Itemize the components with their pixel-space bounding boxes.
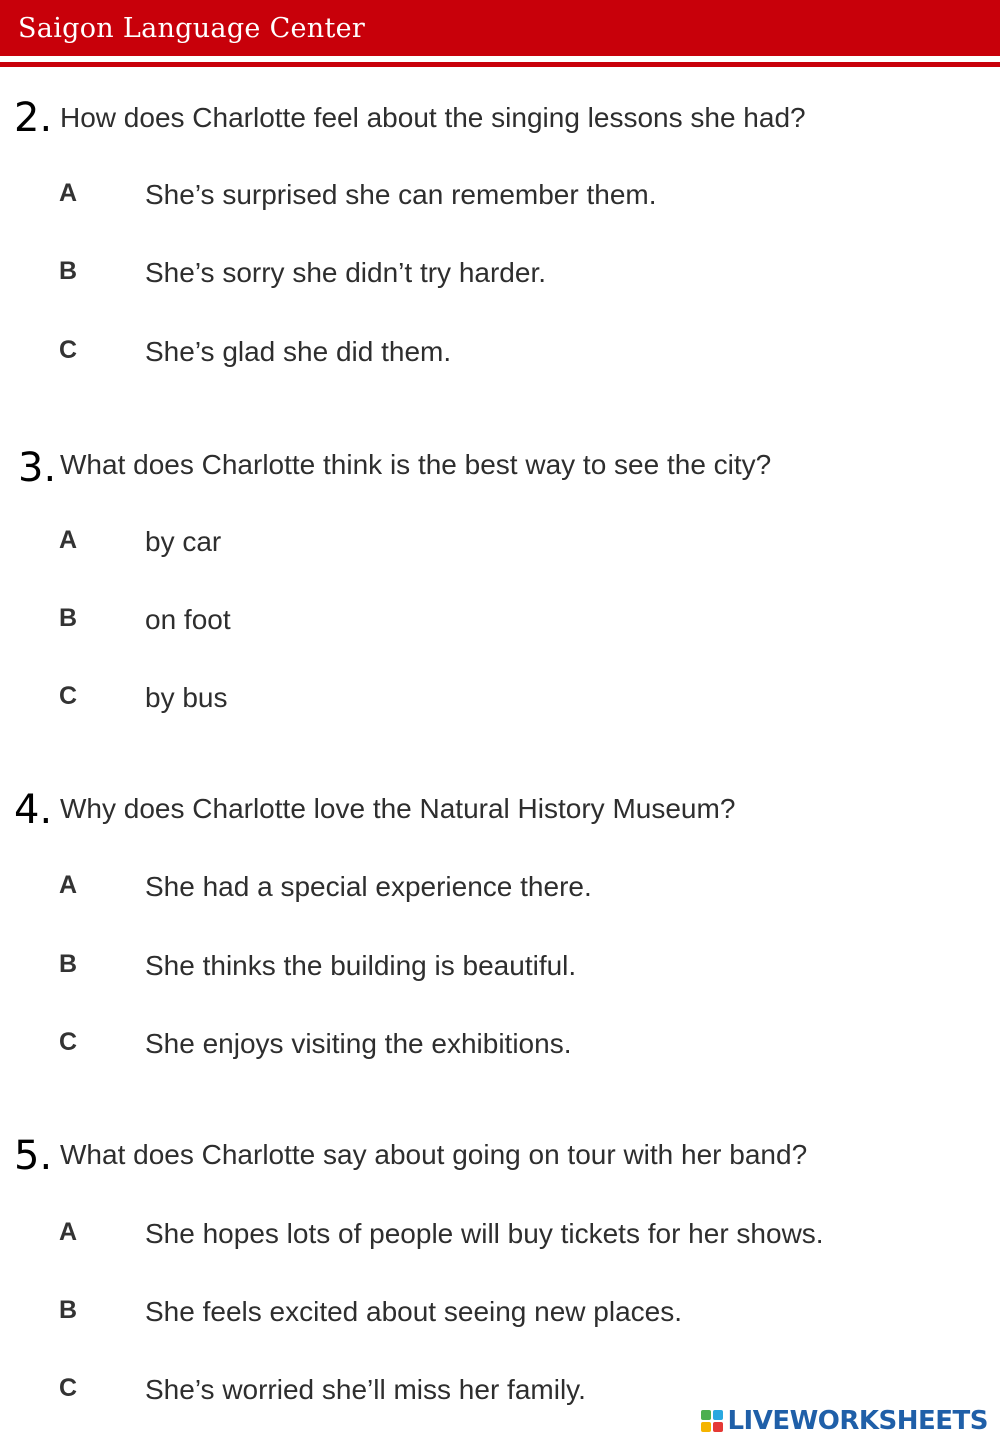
question-text: What does Charlotte think is the best way to see the city? bbox=[60, 449, 772, 480]
question-number: 4. bbox=[14, 787, 53, 833]
question-text: Why does Charlotte love the Natural History Museum? bbox=[60, 793, 736, 824]
option-text: She’s sorry she didn’t try harder. bbox=[145, 257, 547, 288]
header-title: Saigon Language Center bbox=[18, 13, 366, 44]
option-4a[interactable] bbox=[0, 873, 1000, 913]
option-letter: C bbox=[59, 682, 78, 710]
option-4c[interactable] bbox=[0, 1030, 1000, 1070]
option-2a[interactable] bbox=[0, 181, 1000, 221]
option-text: by bus bbox=[145, 682, 228, 713]
option-letter: A bbox=[59, 179, 78, 207]
option-5a[interactable] bbox=[0, 1220, 1000, 1260]
question-number: 2. bbox=[14, 95, 53, 141]
option-text: She thinks the building is beautiful. bbox=[145, 950, 577, 981]
header-divider bbox=[0, 62, 1000, 67]
option-text: She had a special experience there. bbox=[145, 871, 592, 902]
option-text: She’s glad she did them. bbox=[145, 336, 452, 367]
question-text: What does Charlotte say about going on tour with her band? bbox=[60, 1139, 808, 1170]
option-letter: A bbox=[59, 526, 78, 554]
logo-text: LIVEWORKSHEETS bbox=[727, 1406, 988, 1436]
option-3c[interactable] bbox=[0, 684, 1000, 724]
option-text: She’s surprised she can remember them. bbox=[145, 179, 657, 210]
option-5b[interactable] bbox=[0, 1298, 1000, 1338]
option-letter: B bbox=[59, 604, 78, 632]
question-number: 5. bbox=[14, 1133, 53, 1179]
option-letter: C bbox=[59, 1028, 78, 1056]
option-text: by car bbox=[145, 526, 222, 557]
option-letter: B bbox=[59, 1296, 78, 1324]
option-3a[interactable] bbox=[0, 528, 1000, 568]
option-text: She’s worried she’ll miss her family. bbox=[145, 1374, 586, 1405]
header-bar bbox=[0, 0, 1000, 56]
liveworksheets-logo[interactable] bbox=[701, 1404, 988, 1438]
option-4b[interactable] bbox=[0, 952, 1000, 992]
option-letter: B bbox=[59, 257, 78, 285]
option-2c[interactable] bbox=[0, 338, 1000, 378]
option-text: on foot bbox=[145, 604, 231, 635]
option-2b[interactable] bbox=[0, 259, 1000, 299]
liveworksheets-logo-icon bbox=[701, 1410, 723, 1432]
option-letter: A bbox=[59, 1218, 78, 1246]
option-text: She feels excited about seeing new places. bbox=[145, 1296, 683, 1327]
question-number: 3. bbox=[18, 445, 57, 491]
option-letter: C bbox=[59, 1374, 78, 1402]
option-3b[interactable] bbox=[0, 606, 1000, 646]
option-text: She hopes lots of people will buy tickets for her shows. bbox=[145, 1218, 824, 1249]
option-letter: A bbox=[59, 871, 78, 899]
question-text: How does Charlotte feel about the singing lessons she had? bbox=[60, 102, 806, 133]
option-letter: B bbox=[59, 950, 78, 978]
option-text: She enjoys visiting the exhibitions. bbox=[145, 1028, 572, 1059]
option-letter: C bbox=[59, 336, 78, 364]
